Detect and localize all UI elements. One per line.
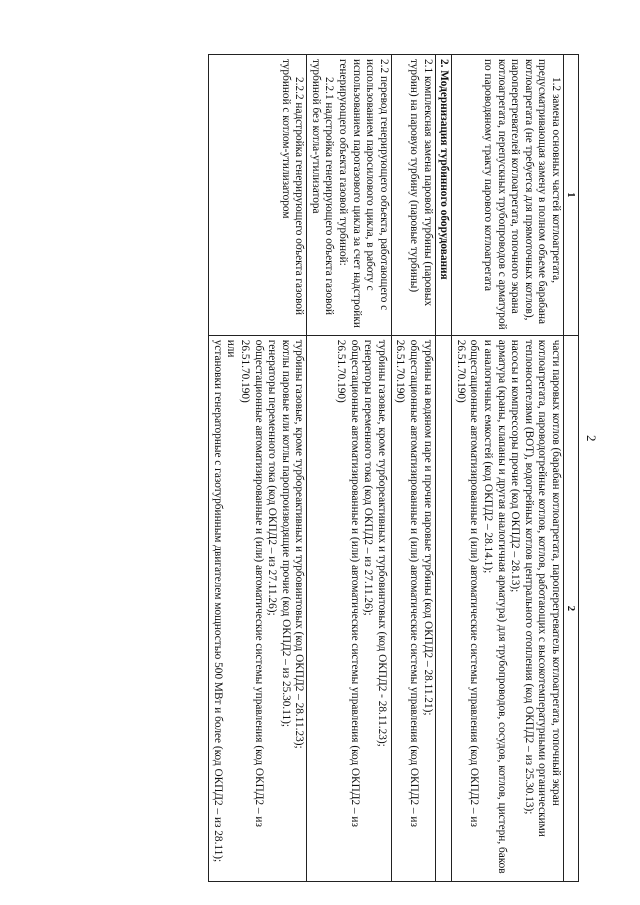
equipment-item: генераторы переменного тока (код ОКПД2 – из 27.11.26); xyxy=(266,339,279,616)
equipment-item: общестационные автоматизированные и (или) автоматические системы управления (код ОКПД2 – из 26.51.70.190) xyxy=(454,339,481,827)
table-header-row xyxy=(564,55,579,882)
column-header-1: 1 xyxy=(564,55,579,336)
equipment-item: турбины газовые, кроме турбореактивных и турбовинтовых (код ОКПД2 – 28.11.23); xyxy=(293,339,306,749)
column-header-2: 2 xyxy=(564,335,579,881)
row-2-2-2-description xyxy=(209,55,307,336)
equipment-item: общестационные автоматизированные и (или) автоматические системы управления (код ОКПД2 – из 26.51.70.190) xyxy=(335,339,361,827)
table-row xyxy=(452,55,564,882)
row-2-2-2-equipment xyxy=(209,335,307,881)
equipment-item: турбины на водяном паре и прочие паровые турбины (код ОКПД2 – 28.11.21); xyxy=(421,339,434,716)
equipment-item: части паровых котлов (барабан котлоагрегата, пароперегреватель котлоагрегата, топочный экран котлоагрегата, пароводогрейные котлов, котлов, работающих с высокотемпературными органическими теплоносителями (ВОТ), водогрейных котлов центрального отопления (код ОКПД2 – из 25.30.13); xyxy=(522,339,562,837)
row-1-2-description xyxy=(452,55,564,336)
table-row xyxy=(209,55,307,882)
equipment-item: или xyxy=(225,339,238,358)
equipment-item: общестационные автоматизированные и (или) автоматические системы управления (код ОКПД2 – из 26.51.70.190) xyxy=(394,339,421,827)
equipment-item: генераторы переменного тока (код ОКПД2 – из 27.11.26); xyxy=(362,339,375,616)
row-2-1-equipment xyxy=(391,335,435,881)
cell-text: 2.2 перевод генерирующего объекта, работающего с использованием паросилового цикла, в работу с использованием парогазового цикла за счет надстройки генерирующего объекта газовой турбиной: xyxy=(337,59,390,328)
table-row xyxy=(391,55,435,882)
equipment-table xyxy=(208,54,579,882)
row-2-1-description xyxy=(391,55,435,336)
equipment-item: установки генераторные с газотурбинным двигателем мощностью 500 МВт и более (код ОКПД2 – из 28.11); xyxy=(211,339,224,863)
cell-text: 2.2.2 надстройка генерирующего объекта газовой турбиной с котлом-утилизатором xyxy=(279,59,306,316)
row-2-2-1-equipment xyxy=(307,335,392,881)
cell-text: 2.1 комплексная замена паровой турбины (паровых турбин) на паровую турбину (паровые турбины) xyxy=(408,59,434,307)
row-1-2-equipment xyxy=(452,335,564,881)
row-2-2-1-description xyxy=(307,55,392,336)
section-heading: 2. Модернизация турбинного оборудования xyxy=(435,55,452,336)
cell-text: 1.2 замена основных частей котлоагрегата, предусматривающая замену в полном объеме барабана котлоагрегата (не требуется для прямоточных котлов), пароперегревателей котлоагрегата, топочного экрана котлоагрегата, перепускных трубопроводов с арматурой по пароводяному тракту парового котлоагрегата xyxy=(482,59,562,330)
equipment-item: котлы паровые или котлы паропроизводящие прочие (код ОКПД2 – из 25.30.11); xyxy=(279,339,292,727)
rotated-content xyxy=(70,48,599,888)
section-empty-cell xyxy=(435,335,452,881)
equipment-item: турбины газовые, кроме турбореактивных и турбовинтовых (код ОКПД2 - 28.11.23); xyxy=(375,339,388,747)
equipment-item: общестационные автоматизированные и (или) автоматические системы управления (код ОКПД2 – из 26.51.70.190) xyxy=(238,339,265,827)
section-row xyxy=(435,55,452,882)
equipment-item: арматура (краны, клапаны и другая аналогичная арматура) для трубопроводов, сосудов, котлов, цистерн, баков и аналогичных емкостей (код ОКПД2 – 28.14.1); xyxy=(482,339,508,874)
cell-text: 2.2.1 надстройка генерирующего объекта газовой турбиной без котла-утилизатора xyxy=(309,59,336,316)
page-number: 2 xyxy=(584,435,599,442)
equipment-item: насосы и компрессоры прочие (код ОКПД2 – 28.13); xyxy=(509,339,522,593)
table-row xyxy=(307,55,392,882)
